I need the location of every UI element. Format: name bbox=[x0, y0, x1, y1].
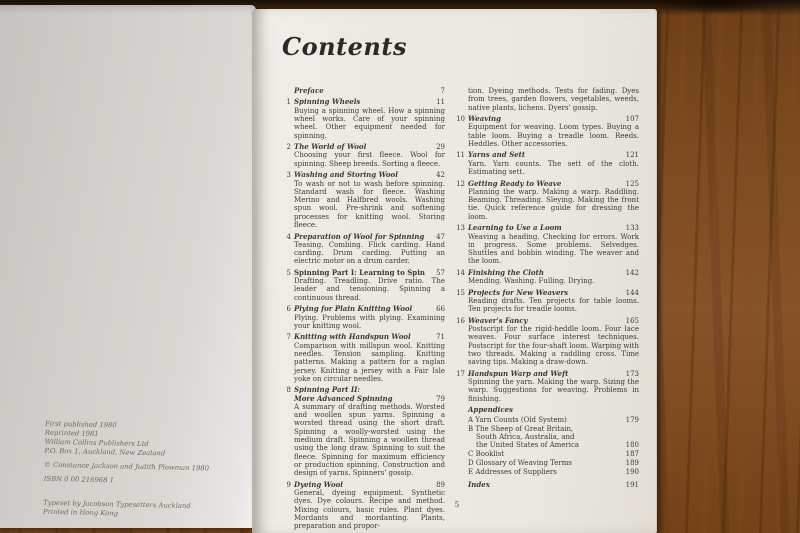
chapter-page-number: 57 bbox=[436, 268, 445, 277]
colophon-line: Printed in Hong Kong bbox=[42, 507, 119, 518]
chapter-number: 9 bbox=[286, 480, 291, 489]
chapter-title-row bbox=[281, 87, 445, 95]
chapter-title: Projects for New Weavers bbox=[468, 287, 569, 297]
chapter-number: 16 bbox=[456, 316, 465, 325]
copyright-line: © Constance Jackson and Judith Plowman 1980 bbox=[44, 460, 210, 473]
chapter-title: Getting Ready to Weave bbox=[468, 178, 562, 188]
chapter-title-row bbox=[281, 395, 445, 403]
chapter-page-number: 165 bbox=[625, 316, 639, 325]
toc-entry bbox=[455, 317, 639, 367]
chapter-title: Preface bbox=[294, 86, 324, 95]
chapter-number: 1 bbox=[286, 98, 291, 107]
appendix-item-label: the United States of America bbox=[476, 441, 580, 450]
colophon-line: Typeset by Jacobson Typesetters Auckland bbox=[43, 498, 191, 511]
chapter-page-number: 7 bbox=[440, 87, 445, 95]
chapter-page-number: 173 bbox=[625, 369, 639, 378]
chapter-title-row bbox=[281, 143, 445, 151]
appendix-page-number: 187 bbox=[625, 450, 639, 459]
page-number: 5 bbox=[454, 501, 460, 509]
toc-simple bbox=[281, 87, 445, 95]
chapter-page-number: 144 bbox=[625, 288, 639, 297]
chapter-title-row bbox=[455, 317, 639, 325]
toc-entry bbox=[281, 233, 445, 266]
chapter-description: Yarn. Yarn counts. The sett of the cloth. Estimating sett. bbox=[468, 159, 639, 177]
chapter-description: A summary of drafting methods. Worsted and woollen spun yarns. Spinning a worsted thread using the short draft. Spinning a woolly-worsted using the medium draft. Spinning a woollen thread using the long draw. Spinning to suit the fleece. Spinning for maximum efficiency or production spinning. Construction and design of yarns. Spinners' gossip. bbox=[294, 402, 445, 478]
chapter-number: 7 bbox=[286, 333, 291, 342]
chapter-title-row bbox=[281, 333, 445, 341]
appendix-item-label: C Booklist bbox=[468, 450, 505, 459]
chapter-number: 10 bbox=[456, 115, 465, 124]
chapter-number: 4 bbox=[286, 232, 291, 241]
chapter-title: Finishing the Cloth bbox=[468, 267, 544, 277]
chapter-page-number: 71 bbox=[436, 333, 445, 342]
chapter-description: General, dyeing equipment. Synthetic dyes. Dye colours. Recipe and method. Mixing colours, basic rules. Plant dyes. Mordants and mordanting. Plants, preparation and propor- bbox=[294, 489, 445, 531]
appendix-page-number: 189 bbox=[625, 458, 639, 467]
chapter-number: 6 bbox=[286, 305, 291, 314]
toc-entry bbox=[455, 370, 639, 403]
toc-entry bbox=[281, 481, 445, 531]
appendix-item-label: E Addresses of Suppliers bbox=[468, 467, 557, 476]
imprint-block bbox=[43, 420, 245, 522]
toc-entry bbox=[281, 305, 445, 330]
chapter-title-row bbox=[281, 171, 445, 179]
chapter-description: Drafting. Treadling. Drive ratio. The leader and tensioning. Spinning a continuous thread. bbox=[294, 277, 445, 302]
chapter-title-row bbox=[455, 151, 639, 159]
chapter-page-number: 29 bbox=[436, 143, 445, 152]
chapter-title-row bbox=[281, 305, 445, 313]
chapter-title: Knitting with Handspun Wool bbox=[294, 332, 411, 342]
chapter-page-number: 47 bbox=[436, 232, 445, 241]
toc-appendix bbox=[455, 459, 639, 467]
toc-cont bbox=[455, 87, 639, 112]
toc-entry bbox=[281, 333, 445, 383]
toc-entry bbox=[455, 115, 639, 148]
chapter-title: Preparation of Wool for Spinning bbox=[294, 231, 425, 241]
toc-continuation-text: tion. Dyeing methods. Tests for fading. Dyes from trees, garden flowers, vegetables, weeds, native plants, lichens. Dyers' gossip. bbox=[468, 87, 639, 112]
chapter-page-number: 11 bbox=[436, 98, 445, 107]
left-page bbox=[0, 5, 256, 528]
chapter-description: Planning the warp. Making a warp. Raddling. Beaming. Threading. Sleying. Making the front tie. Quick reference guide for dressing the loom. bbox=[468, 187, 639, 221]
chapter-description: Comparison with millspun wool. Knitting needles. Tension sampling. Knitting patterns. Making a pattern for a raglan jersey. Knitting a jersey with a Fair Isle yoke on circular needles. bbox=[294, 341, 445, 383]
toc-appendix bbox=[455, 450, 639, 458]
chapter-number: 15 bbox=[456, 288, 465, 297]
chapter-number: 8 bbox=[286, 386, 291, 395]
chapter-page-number: 142 bbox=[625, 268, 639, 277]
chapter-description: Plying. Problems with plying. Examining your knitting wool. bbox=[294, 313, 445, 330]
chapter-number: 12 bbox=[456, 179, 465, 188]
chapter-page-number: 79 bbox=[436, 394, 445, 403]
chapter-page-number: 191 bbox=[625, 480, 639, 489]
toc-entry bbox=[281, 269, 445, 302]
chapter-title-line2: More Advanced Spinning bbox=[294, 393, 393, 403]
toc-entry bbox=[281, 171, 445, 229]
appendix-item-row bbox=[455, 433, 639, 441]
chapter-description: Spinning the yarn. Making the warp. Sizing the warp. Suggestions for weaving. Problems in finishing. bbox=[468, 378, 639, 403]
appendix-item-row bbox=[455, 416, 639, 424]
toc-entry bbox=[281, 386, 445, 477]
chapter-title: Handspun Warp and Weft bbox=[468, 368, 569, 378]
chapter-title: Spinning Part II: bbox=[294, 385, 360, 395]
toc-appendix bbox=[455, 425, 639, 450]
chapter-title: Washing and Storing Wool bbox=[294, 170, 398, 180]
chapter-title-row bbox=[281, 233, 445, 241]
imprint-line: William Collins Publishers Ltd bbox=[44, 437, 149, 449]
chapter-title-row bbox=[455, 180, 639, 188]
chapter-title-row bbox=[455, 115, 639, 123]
toc-entry bbox=[455, 180, 639, 221]
chapter-title: Index bbox=[468, 479, 490, 489]
chapter-description: Teasing. Combing. Flick carding. Hand carding. Drum carding. Putting an electric motor on a drum carder. bbox=[294, 240, 445, 266]
isbn-line: ISBN 0 00 216968 1 bbox=[43, 474, 115, 485]
toc-entry bbox=[455, 269, 639, 286]
chapter-title: Plying for Plain Knitting Wool bbox=[294, 304, 413, 314]
chapter-title: Spinning Part I: Learning to Spin bbox=[294, 267, 425, 277]
chapter-title: Spinning Wheels bbox=[294, 97, 361, 107]
toc-column-2 bbox=[455, 87, 639, 492]
chapter-number: 17 bbox=[456, 369, 465, 378]
chapter-page-number: 125 bbox=[625, 179, 639, 188]
imprint-line: Reprinted 1981 bbox=[44, 428, 99, 438]
chapter-description: Weaving a heading. Checking for errors. Work in progress. Some problems. Selvedges. Shuttles and bobbin winding. The weaver and the loom. bbox=[468, 232, 639, 266]
chapter-number: 5 bbox=[286, 268, 291, 277]
appendix-item-row bbox=[455, 441, 639, 449]
appendix-item-label: B The Sheep of Great Britain, bbox=[468, 424, 574, 433]
toc-simple bbox=[455, 481, 639, 489]
chapter-page-number: 107 bbox=[625, 115, 639, 124]
appendix-item-label: A Yarn Counts (Old System) bbox=[468, 415, 567, 424]
chapter-description: Choosing your first fleece. Wool for spinning. Sheep breeds. Sorting a fleece. bbox=[294, 151, 445, 168]
chapter-title-row bbox=[455, 269, 639, 277]
chapter-number: 14 bbox=[456, 268, 465, 277]
chapter-description: Postscript for the rigid-heddle loom. Four lace weaves. Four surface interest techniques. Postscript for the four-shaft loom. Warping with two threads. Making a raddling cross. Time saving tips. Making a draw-down. bbox=[468, 325, 639, 367]
chapter-page-number: 133 bbox=[625, 224, 639, 233]
chapter-title: Yarns and Sett bbox=[468, 150, 526, 160]
toc-entry bbox=[455, 151, 639, 176]
chapter-title: Weaving bbox=[468, 114, 501, 124]
chapter-number: 2 bbox=[286, 143, 291, 152]
appendix-item-label: South Africa, Australia, and bbox=[476, 432, 575, 441]
toc-appendix bbox=[455, 416, 639, 424]
chapter-title: The World of Wool bbox=[294, 142, 367, 152]
contents-page bbox=[252, 9, 657, 533]
chapter-title-row bbox=[455, 370, 639, 378]
chapter-description: Buying a spinning wheel. How a spinning wheel works. Care of your spinning wheel. Other equipment needed for spinning. bbox=[294, 106, 445, 140]
toc-section bbox=[455, 406, 639, 414]
chapter-number: 3 bbox=[286, 171, 291, 180]
toc-entry bbox=[281, 98, 445, 139]
chapter-page-number: 66 bbox=[436, 305, 445, 314]
toc-entry bbox=[455, 224, 639, 265]
toc-entry bbox=[281, 143, 445, 168]
appendix-item-row bbox=[455, 468, 639, 476]
chapter-title-row bbox=[455, 289, 639, 297]
toc-appendix bbox=[455, 468, 639, 476]
chapter-description: To wash or not to wash before spinning. Standard wash for fleece. Washing Merino and Halfbred wools. Washing spun wool. Pre-shrink and softening processes for knitting wool. Storing fleece. bbox=[294, 179, 445, 230]
chapter-description: Equipment for weaving. Loom types. Buying a table loom. Buying a treadle loom. Reeds. Heddles. Other accessories. bbox=[468, 123, 639, 148]
chapter-title-row bbox=[281, 269, 445, 277]
chapter-number: 13 bbox=[456, 224, 465, 233]
chapter-description: Mending. Washing. Fulling. Drying. bbox=[468, 277, 595, 286]
chapter-number: 11 bbox=[456, 151, 465, 160]
appendix-page-number: 179 bbox=[625, 415, 639, 424]
appendix-page-number: 180 bbox=[625, 441, 639, 450]
toc-column-1 bbox=[281, 87, 445, 533]
appendix-item-row bbox=[455, 459, 639, 467]
chapter-title-row bbox=[281, 481, 445, 489]
chapter-title: Dyeing Wool bbox=[294, 479, 343, 489]
chapter-title-row bbox=[455, 481, 639, 489]
imprint-line: First published 1980 bbox=[44, 419, 117, 430]
appendix-page-number: 190 bbox=[625, 467, 639, 476]
appendix-item-row bbox=[455, 425, 639, 433]
toc-entry bbox=[455, 289, 639, 314]
page-title: Contents bbox=[282, 32, 407, 61]
chapter-page-number: 89 bbox=[436, 480, 445, 489]
chapter-title: Weaver's Fancy bbox=[468, 315, 528, 325]
chapter-title-row bbox=[455, 224, 639, 232]
appendix-item-row bbox=[455, 450, 639, 458]
chapter-title-row bbox=[281, 98, 445, 106]
toc-section-heading: Appendices bbox=[468, 405, 513, 415]
chapter-page-number: 42 bbox=[436, 171, 445, 180]
appendix-item-label: D Glossary of Weaving Terms bbox=[468, 458, 572, 467]
chapter-title: Learning to Use a Loom bbox=[468, 223, 562, 233]
chapter-description: Reading drafts. Ten projects for table looms. Ten projects for treadle looms. bbox=[468, 296, 639, 314]
chapter-page-number: 121 bbox=[625, 151, 639, 160]
imprint-line: P.O. Box 1, Auckland, New Zealand bbox=[44, 446, 166, 458]
